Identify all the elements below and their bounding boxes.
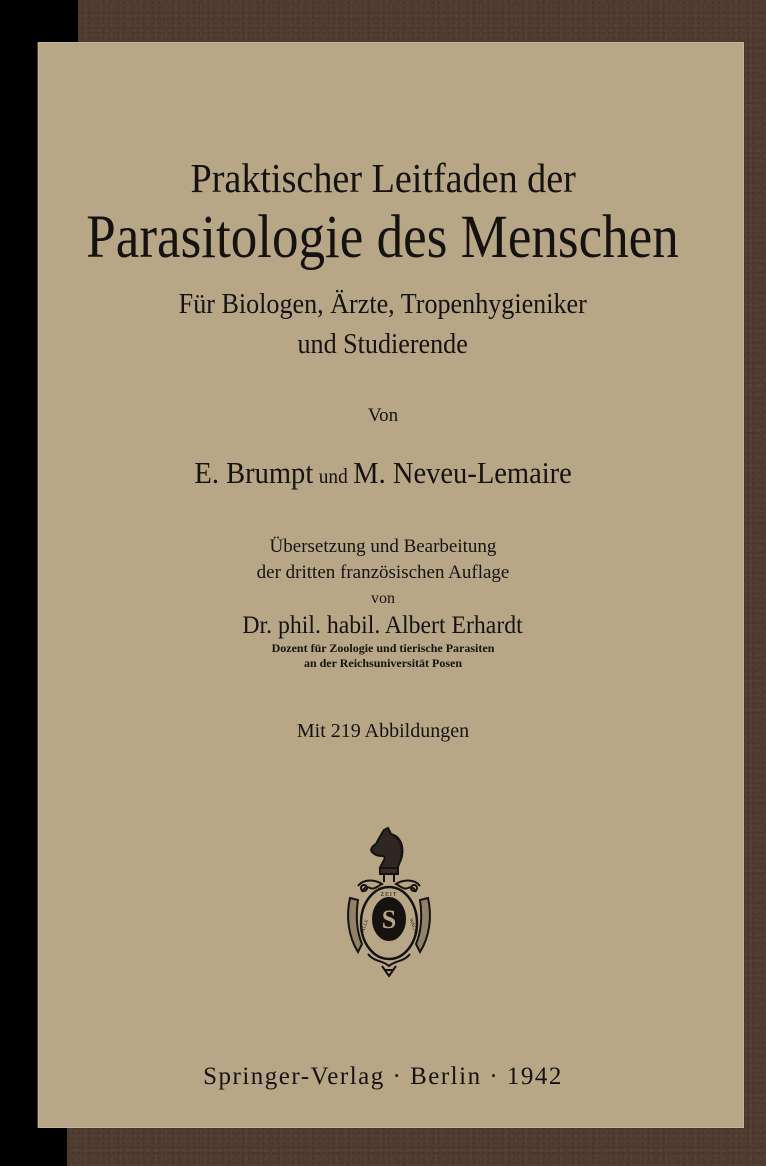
title-line-1-text: Praktischer Leitfaden der	[190, 155, 576, 201]
publisher-line-text: Springer-Verlag · Berlin · 1942	[203, 1063, 563, 1090]
translator-position-line-1	[0, 642, 766, 654]
translation-line-2-text: der dritten französischen Auflage	[256, 562, 510, 583]
by-label	[0, 406, 766, 425]
subtitle-line-2	[0, 330, 766, 359]
translator-position-line-2	[0, 657, 766, 669]
svg-text:ZEIT: ZEIT	[380, 892, 398, 898]
author-conjunction: und	[318, 464, 348, 488]
translator-position-line-1-text: Dozent für Zoologie und tierische Parasiten	[271, 641, 495, 655]
svg-text:WACH: WACH	[407, 918, 418, 934]
subtitle-line-2-text: und Studierende	[297, 328, 469, 360]
svg-text:ALLE: ALLE	[360, 918, 371, 933]
translation-line-1-text: Übersetzung und Bearbeitung	[269, 536, 497, 557]
translator-name	[0, 613, 766, 638]
author-1: E. Brumpt	[194, 455, 314, 490]
translator-name-text: Dr. phil. habil. Albert Erhardt	[242, 612, 524, 639]
author-2: M. Neveu-Lemaire	[353, 455, 572, 490]
translation-by	[0, 591, 766, 607]
publisher-line	[0, 1064, 766, 1089]
translation-line-1	[0, 537, 766, 556]
main-title-text: Parasitologie des Menschen	[86, 204, 680, 271]
by-label-text: Von	[367, 405, 399, 426]
translation-line-2	[0, 563, 766, 582]
book-spine-shadow-top	[0, 0, 78, 42]
book-spine-shadow-bottom	[0, 1128, 67, 1166]
svg-text:S: S	[381, 905, 397, 934]
translator-position-line-2-text: an der Reichsuniversität Posen	[303, 656, 463, 670]
translation-by-text: von	[371, 590, 395, 607]
authors-line	[0, 457, 766, 488]
subtitle-line-1-text: Für Biologen, Ärzte, Tropenhygieniker	[178, 288, 588, 320]
illustrations-note-text: Mit 219 Abbildungen	[296, 720, 470, 742]
title-line-1	[0, 155, 766, 201]
illustrations-note	[0, 721, 766, 741]
main-title	[0, 204, 766, 271]
authors-wrap	[194, 457, 571, 488]
springer-horse-emblem-icon	[344, 826, 434, 978]
subtitle-line-1	[0, 290, 766, 319]
